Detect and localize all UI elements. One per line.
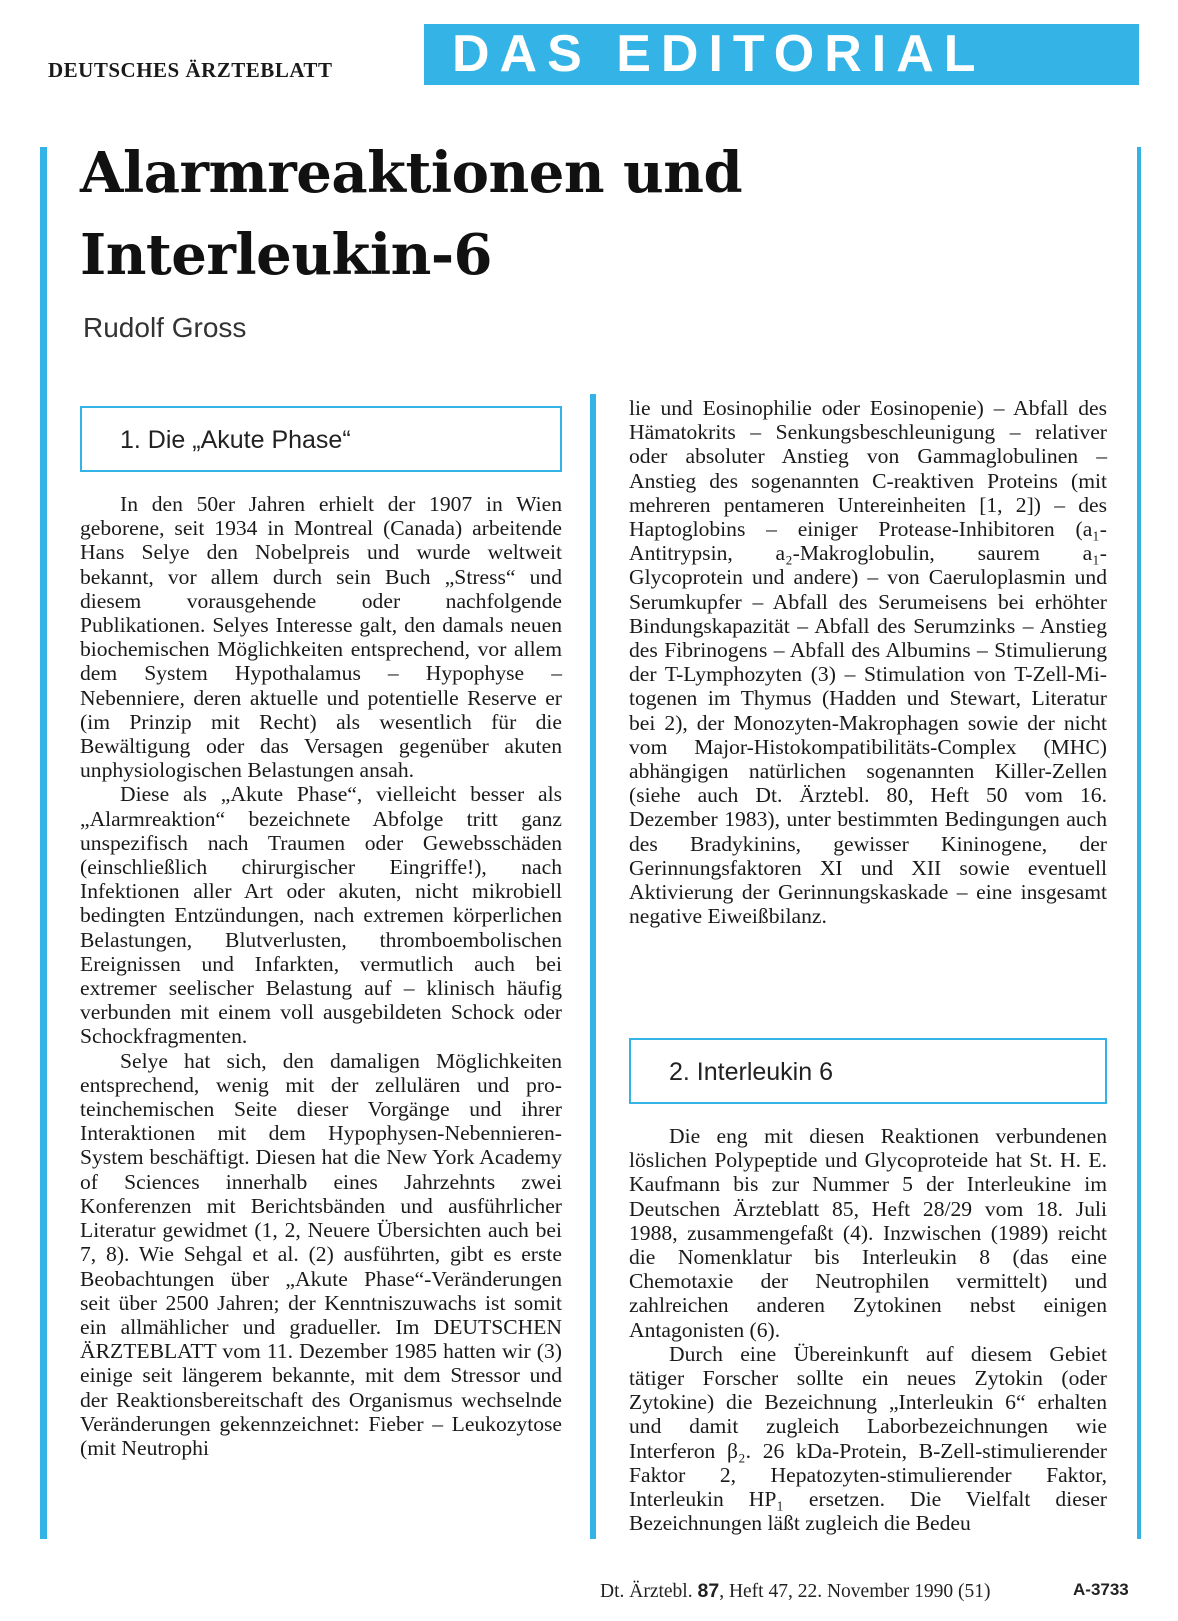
article-title (80, 132, 742, 296)
section-2-paragraph-2: Durch eine Übereinkunft auf diesem Gebiet tätiger Forscher sollte ein neues Zytokin (oder Zytokine) die Bezeichnung „Interleukin 6“ erhalten und damit zugleich Laborbezeichnungen wie Interferon β₂. 26 kDa-Protein, B-Zell-stimulierender Faktor 2, Hepatozyten-stimulierender Faktor, Interleukin HP₁ ersetzen. Die Vielfalt dieser Bezeichnungen läßt zugleich die Bedeu (629, 1341, 1107, 1536)
section-1-heading: 1. Die „Akute Phase“ (120, 426, 351, 454)
section-1-paragraph-3: Selye hat sich, den damaligen Möglichkeiten entsprechend, wenig mit der zellulären und proteinchemischen Seite dieser Vorgänge und ihrer Interaktionen mit dem Hypophysen-Nebennieren-System beschäftigt. Diesen hat die New York Academy of Sciences innerhalb eines Jahrzehnts zwei Konferenzen mit Berichtsbänden und ausführlicher Literatur gewidmet (1, 2, Neuere Übersichten auch bei 7, 8). Wie Sehgal et al. (2) ausführten, gibt es erste Beobachtungen über „Akute Phase“-Veränderungen seit über 2500 Jahren; der Kenntniszuwachs ist somit ein allmählicher und gradueller. Im DEUTSCHEN ÄRZTEBLATT vom 11. Dezember 1985 hatten wir (3) einige seit längerem bekannte, mit dem Stressor und der Reaktionsbereitschaft des Organismus wechselnde Veränderungen gekennzeichnet: Fieber – Leukozytose (mit Neutrophi (80, 1048, 562, 1460)
journal-name: DEUTSCHES ÄRZTEBLATT (48, 58, 333, 82)
section-1-paragraph-1: In den 50er Jahren erhielt der 1907 in Wien geborene, seit 1934 in Montreal (Canada) arbeitende Hans Selye den Nobelpreis und wurde weltweit bekannt, vor allem durch sein Buch „Stress“ und diesem vorausgehende oder nachfolgende Publikationen. Selyes Interesse galt, den damals neuen biochemischen Möglichkeiten entsprechend, vor allem dem System Hypothalamus – Hypophyse – Nebenniere, deren aktuelle und potentielle Reserve er (im Prinzip mit Recht) als wesentlich für die Bewältigung oder das Versagen gegenüber akuten unphysiologischen Belastungen ansah. (80, 492, 562, 783)
section-1-continuation: lie und Eosinophilie oder Eosinopenie) – Abfall des Hämatokrits – Senkungsbeschleunigung – relativer oder absoluter Anstieg von Gammaglobulinen – Anstieg des sogenannten C-reaktiven Proteins (mit mehreren pentameren Untereinheiten [1, 2]) – des Haptoglobins – einiger Protease-Inhibitoren (a₁-Antitrypsin, a₂-Makroglobulin, saurem a₁-Glycoprotein und andere) – von Caeruloplasmin und Serumkupfer – Abfall des Serumeisens bei erhöhter Bindungskapazität – Abfall des Serumzinks – Anstieg des Fibrinogens – Abfall des Albumins – Stimulierung der T-Lymphozyten (3) – Stimulation von T-Zell-Mitogenen im Thymus (Hadden und Stewart, Literatur bei 2), der Monozyten-Makrophagen sowie der nicht vom Major-Histokompatibilitäts-Complex (MHC) abhängigen natürlichen sogenannten Killer-Zellen (siehe auch Dt. Ärztebl. 80, Heft 50 vom 16. Dezember 1983), unter bestimmten Bedingungen auch des Bradykinins, gewisser Kininogene, der Gerinnungsfaktoren XI und XII sowie eventuell Aktivierung der Gerinnungskaskade – eine insgesamt negative Eiweißbilanz. (629, 396, 1107, 929)
section-banner (424, 24, 1139, 85)
left-column (80, 492, 562, 1460)
middle-accent-bar (590, 394, 596, 1539)
citation-volume: 87 (697, 1580, 720, 1602)
author-name: Rudolf Gross (83, 312, 247, 343)
left-accent-bar (40, 147, 47, 1539)
citation-journal: Dt. Ärztebl. (600, 1581, 698, 1602)
right-column-bottom (629, 1124, 1107, 1535)
section-label: DAS EDITORIAL (452, 25, 986, 83)
right-accent-bar (1137, 147, 1141, 1539)
page-number: A-3733 (1073, 1580, 1129, 1599)
title-line-1: Alarmreaktionen und (80, 140, 743, 206)
footer-citation (600, 1580, 991, 1603)
section-2-paragraph-1: Die eng mit diesen Reaktionen verbundenen löslichen Polypeptide und Glycoproteide hat St. H. E. Kaufmann bis zur Nummer 5 der Interleukine im Deutschen Ärzteblatt 85, Heft 28/29 vom 18. Juli 1988, zusammengefaßt (4). Inzwischen (1989) reicht die Nomenklatur bis Interleukin 8 (das eine Chemotaxie der Neutrophilen vermittelt) und zahlreichen anderen Zytokinen nebst einigen Antagonisten (6). (629, 1124, 1107, 1342)
section-2-heading-box (629, 1038, 1107, 1104)
section-1-paragraph-2: Diese als „Akute Phase“, vielleicht besser als „Alarmreaktion“ bezeichnete Abfolge tritt ganz unspezifisch nach Traumen oder Gewebsschäden (einschließlich chirurgischer Eingriffe!), nach Infektionen aller Art oder akuten, nicht mikrobiell bedingten Entzündungen, nach extremen körperlichen Belastungen, Blutverlusten, thromboembolischen Ereignissen und Infarkten, vermutlich auch bei extremer seelischer Belastung auf – klinisch häufig verbunden mit einem voll ausgebildeten Schock oder Schockfragmenten. (80, 782, 562, 1049)
section-1-heading-box (80, 406, 562, 472)
right-column-top (629, 396, 1107, 928)
section-2-heading: 2. Interleukin 6 (669, 1058, 833, 1086)
citation-issue-date: , Heft 47, 22. November 1990 (51) (719, 1581, 991, 1602)
title-line-2: Interleukin-6 (80, 222, 493, 288)
